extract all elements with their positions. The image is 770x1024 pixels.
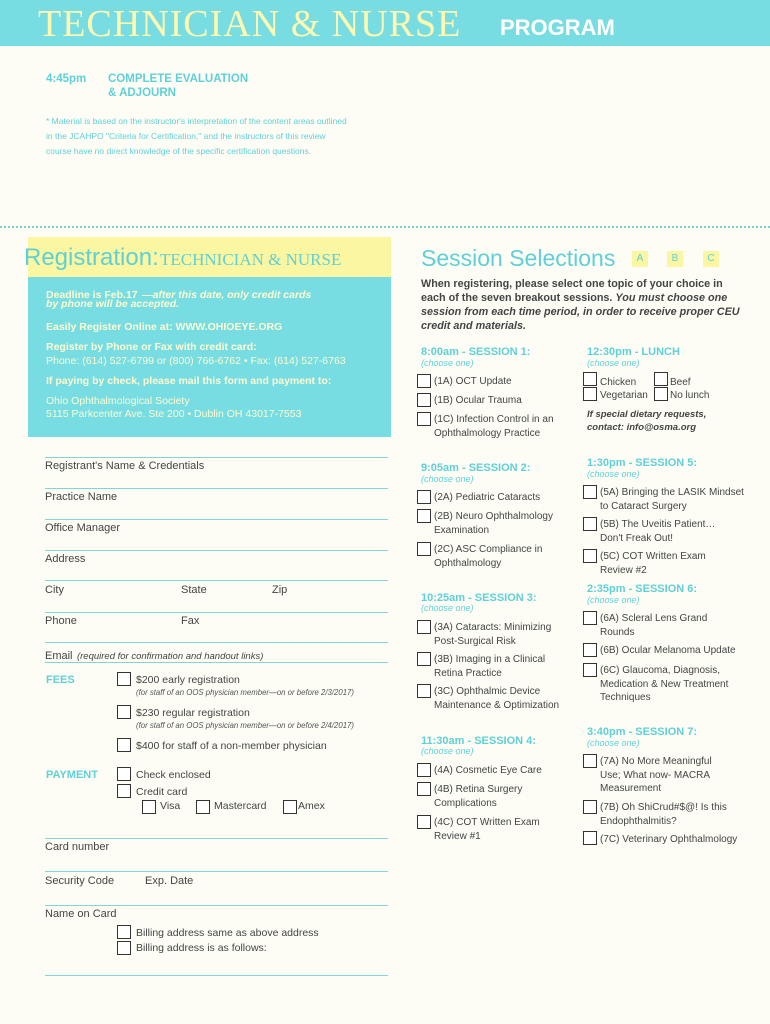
session-1-choose: (choose one) bbox=[421, 358, 474, 368]
program-title: TECHNICIAN & NURSE bbox=[38, 3, 462, 45]
lunch-beef-checkbox[interactable] bbox=[654, 372, 668, 386]
session-5b-label: (5B) The Uveitis Patient… bbox=[600, 519, 716, 530]
session-3c-checkbox[interactable] bbox=[417, 684, 431, 698]
session-4c-label: (4C) COT Written Exam bbox=[434, 817, 540, 828]
session-7a-label-cont2: Measurement bbox=[600, 783, 662, 794]
billing-same-label: Billing address same as above address bbox=[136, 927, 319, 939]
agenda-time: 4:45pm bbox=[46, 73, 87, 85]
session-1b-label: (1B) Ocular Trauma bbox=[434, 395, 522, 406]
visa-checkbox[interactable] bbox=[142, 800, 156, 814]
fee-nonmember-label: $400 for staff of a non-member physician bbox=[136, 740, 327, 752]
session-4a-checkbox[interactable] bbox=[417, 763, 431, 777]
session-3a-checkbox[interactable] bbox=[417, 620, 431, 634]
dietary-note: If special dietary requests, contact: info@osma.org bbox=[587, 409, 707, 433]
check-heading: If paying by check, please mail this form and payment to: bbox=[46, 375, 332, 387]
footnote: * Material is based on the instructor's interpretation of the content areas outlined in the JCAHPO "Criteria for Certification," and the instructors of this review course have no direct knowledge of the specific certification questions. bbox=[46, 116, 347, 156]
lunch-none-checkbox[interactable] bbox=[654, 387, 668, 401]
practice-name-field[interactable]: Practice Name bbox=[45, 491, 118, 503]
session-selections-title: Session Selections bbox=[421, 245, 616, 271]
address-field[interactable]: Address bbox=[45, 553, 86, 565]
agenda-item-line1: COMPLETE EVALUATION bbox=[108, 73, 249, 85]
tab-c: C bbox=[703, 251, 719, 267]
session-5-title: 1:30pm - SESSION 5: bbox=[587, 457, 698, 469]
check-enclosed-label: Check enclosed bbox=[136, 769, 211, 781]
check-enclosed-checkbox[interactable] bbox=[117, 767, 131, 781]
session-7-choose: (choose one) bbox=[587, 738, 640, 748]
lunch-beef-label: Beef bbox=[670, 377, 691, 388]
org-address: 5115 Parkcenter Ave. Ste 200 • Dublin OH 43017-7553 bbox=[46, 408, 302, 420]
registrant-name-field[interactable]: Registrant's Name & Credentials bbox=[45, 460, 205, 472]
fee-regular-label: $230 regular registration bbox=[136, 707, 250, 719]
name-line bbox=[45, 457, 388, 458]
session-2c-checkbox[interactable] bbox=[417, 542, 431, 556]
session-1a-checkbox[interactable] bbox=[417, 374, 431, 388]
session-4b-label: (4B) Retina Surgery bbox=[434, 784, 523, 795]
session-5-choose: (choose one) bbox=[587, 469, 640, 479]
fax-field[interactable]: Fax bbox=[181, 615, 200, 627]
name-on-card-field[interactable]: Name on Card bbox=[45, 908, 117, 920]
security-code-field[interactable]: Security Code bbox=[45, 875, 115, 887]
mastercard-label: Mastercard bbox=[214, 800, 267, 812]
session-6b-checkbox[interactable] bbox=[583, 643, 597, 657]
session-7c-checkbox[interactable] bbox=[583, 831, 597, 845]
tab-b: B bbox=[667, 251, 683, 267]
session-3c-label-cont: Maintenance & Optimization bbox=[434, 700, 560, 711]
session-7-title: 3:40pm - SESSION 7: bbox=[587, 726, 698, 738]
fee-nonmember-checkbox[interactable] bbox=[117, 738, 131, 752]
session-7a-label-cont1: Use; What now- MACRA bbox=[600, 770, 711, 781]
session-2c-label-cont: Ophthalmology bbox=[434, 558, 502, 569]
session-4c-checkbox[interactable] bbox=[417, 815, 431, 829]
lunch-chicken-checkbox[interactable] bbox=[583, 372, 597, 386]
session-3c-label: (3C) Ophthalmic Device bbox=[434, 686, 541, 697]
session-1a-label: (1A) OCT Update bbox=[434, 376, 512, 387]
amex-checkbox[interactable] bbox=[283, 800, 297, 814]
online-registration[interactable]: Easily Register Online at: WWW.OHIOEYE.ORG bbox=[46, 321, 283, 333]
session-1b-checkbox[interactable] bbox=[417, 393, 431, 407]
state-field[interactable]: State bbox=[181, 584, 207, 596]
payment-label: PAYMENT bbox=[46, 769, 98, 781]
session-6-title: 2:35pm - SESSION 6: bbox=[587, 583, 698, 595]
office-manager-field[interactable]: Office Manager bbox=[45, 522, 121, 534]
session-6c-label: (6C) Glaucoma, Diagnosis, bbox=[600, 665, 721, 676]
program-subtitle: PROGRAM bbox=[500, 15, 615, 40]
agenda-item-line2: & ADJOURN bbox=[108, 87, 176, 99]
lunch-none-label: No lunch bbox=[670, 390, 710, 401]
card-number-field[interactable]: Card number bbox=[45, 841, 110, 853]
org-name: Ohio Ophthalmological Society bbox=[46, 395, 190, 407]
lunch-title: 12:30pm - LUNCH bbox=[587, 346, 680, 358]
session-3b-label-cont: Retina Practice bbox=[434, 668, 502, 679]
credit-card-label: Credit card bbox=[136, 786, 188, 798]
session-2a-checkbox[interactable] bbox=[417, 490, 431, 504]
session-2-title: 9:05am - SESSION 2: bbox=[421, 462, 531, 474]
session-4a-label: (4A) Cosmetic Eye Care bbox=[434, 765, 542, 776]
session-6-choose: (choose one) bbox=[587, 595, 640, 605]
fee-early-note: (for staff of an OOS physician member—on or before 2/3/2017) bbox=[136, 688, 354, 697]
session-5a-label: (5A) Bringing the LASIK Mindset bbox=[600, 487, 744, 498]
lunch-choose: (choose one) bbox=[587, 358, 640, 368]
lunch-chicken-label: Chicken bbox=[600, 377, 637, 388]
billing-same-checkbox[interactable] bbox=[117, 925, 131, 939]
billing-address-line[interactable] bbox=[45, 975, 388, 976]
session-2c-label: (2C) ASC Compliance in bbox=[434, 544, 543, 555]
tab-a: A bbox=[632, 251, 648, 267]
session-7c-label: (7C) Veterinary Ophthalmology bbox=[600, 834, 738, 845]
session-6a-checkbox[interactable] bbox=[583, 611, 597, 625]
session-6a-label-cont: Rounds bbox=[600, 627, 635, 638]
fee-early-checkbox[interactable] bbox=[117, 672, 131, 686]
fee-regular-checkbox[interactable] bbox=[117, 705, 131, 719]
deadline-line: Deadline is Feb.17 —after this date, only credit cards bbox=[46, 289, 312, 301]
billing-follows-label: Billing address is as follows: bbox=[136, 942, 267, 954]
session-7a-checkbox[interactable] bbox=[583, 754, 597, 768]
session-3a-label-cont: Post-Surgical Risk bbox=[434, 636, 516, 647]
session-2b-checkbox[interactable] bbox=[417, 509, 431, 523]
lunch-vegetarian-checkbox[interactable] bbox=[583, 387, 597, 401]
session-3-choose: (choose one) bbox=[421, 603, 474, 613]
session-5a-label-cont: to Cataract Surgery bbox=[600, 501, 687, 512]
session-6c-label-cont1: Medication & New Treatment bbox=[600, 679, 729, 690]
session-2a-label: (2A) Pediatric Cataracts bbox=[434, 492, 541, 503]
session-4b-label-cont: Complications bbox=[434, 798, 497, 809]
lunch-vegetarian-label: Vegetarian bbox=[600, 390, 648, 401]
session-5b-label-cont: Don't Freak Out! bbox=[600, 533, 674, 544]
session-5c-label-cont: Review #2 bbox=[600, 565, 647, 576]
fee-regular-note: (for staff of an OOS physician member—on or before 2/4/2017) bbox=[136, 721, 354, 730]
session-2b-label-cont: Examination bbox=[434, 525, 490, 536]
session-7a-label: (7A) No More Meaningful bbox=[600, 756, 712, 767]
session-5c-checkbox[interactable] bbox=[583, 549, 597, 563]
session-2-choose: (choose one) bbox=[421, 474, 474, 484]
city-field[interactable]: City bbox=[45, 584, 64, 596]
session-4b-checkbox[interactable] bbox=[417, 782, 431, 796]
session-1-title: 8:00am - SESSION 1: bbox=[421, 346, 531, 358]
session-6c-checkbox[interactable] bbox=[583, 663, 597, 677]
session-6b-label: (6B) Ocular Melanoma Update bbox=[600, 645, 736, 656]
dotted-divider bbox=[0, 226, 770, 228]
session-3b-label: (3B) Imaging in a Clinical bbox=[434, 654, 546, 665]
fee-early-label: $200 early registration bbox=[136, 674, 240, 686]
registration-heading: Registration: bbox=[24, 244, 159, 271]
session-1c-label-cont: Ophthalmology Practice bbox=[434, 428, 541, 439]
session-5a-checkbox[interactable] bbox=[583, 485, 597, 499]
session-3b-checkbox[interactable] bbox=[417, 652, 431, 666]
deadline-note: by phone will be accepted. bbox=[46, 298, 180, 310]
phone-field[interactable]: Phone bbox=[45, 615, 77, 627]
session-7b-checkbox[interactable] bbox=[583, 800, 597, 814]
session-1c-label: (1C) Infection Control in an bbox=[434, 414, 554, 425]
session-4c-label-cont: Review #1 bbox=[434, 831, 481, 842]
email-field[interactable]: Email (required for confirmation and handout links) bbox=[45, 650, 264, 662]
session-6a-label: (6A) Scleral Lens Grand bbox=[600, 613, 708, 624]
credit-card-checkbox[interactable] bbox=[117, 784, 131, 798]
zip-field[interactable]: Zip bbox=[272, 584, 288, 596]
phone-fax-heading: Register by Phone or Fax with credit card: bbox=[46, 341, 257, 353]
session-7b-label: (7B) Oh ShiCrud#$@! Is this bbox=[600, 802, 727, 813]
session-4-choose: (choose one) bbox=[421, 746, 474, 756]
session-7b-label-cont: Endophthalmitis? bbox=[600, 816, 677, 827]
session-3-title: 10:25am - SESSION 3: bbox=[421, 592, 537, 604]
session-2b-label: (2B) Neuro Ophthalmology bbox=[434, 511, 553, 522]
session-5c-label: (5C) COT Written Exam bbox=[600, 551, 706, 562]
session-instructions: When registering, please select one topic of your choice in each of the seven breakout sessions. You must choose one session from each time period, in order to receive proper CEU credit and materials. bbox=[421, 278, 740, 332]
fees-label: FEES bbox=[46, 674, 75, 686]
session-3a-label: (3A) Cataracts: Minimizing bbox=[434, 622, 552, 633]
phone-fax-numbers: Phone: (614) 527-6799 or (800) 766-6762 • Fax: (614) 527-6763 bbox=[46, 355, 346, 367]
amex-label: Amex bbox=[298, 800, 325, 812]
mastercard-checkbox[interactable] bbox=[196, 800, 210, 814]
session-5b-checkbox[interactable] bbox=[583, 517, 597, 531]
session-4-title: 11:30am - SESSION 4: bbox=[421, 735, 536, 747]
exp-date-field[interactable]: Exp. Date bbox=[145, 875, 194, 887]
visa-label: Visa bbox=[160, 800, 181, 812]
registration-heading-program: TECHNICIAN & NURSE bbox=[160, 250, 342, 269]
billing-follows-checkbox[interactable] bbox=[117, 941, 131, 955]
session-6c-label-cont2: Techniques bbox=[600, 692, 651, 703]
session-1c-checkbox[interactable] bbox=[417, 412, 431, 426]
